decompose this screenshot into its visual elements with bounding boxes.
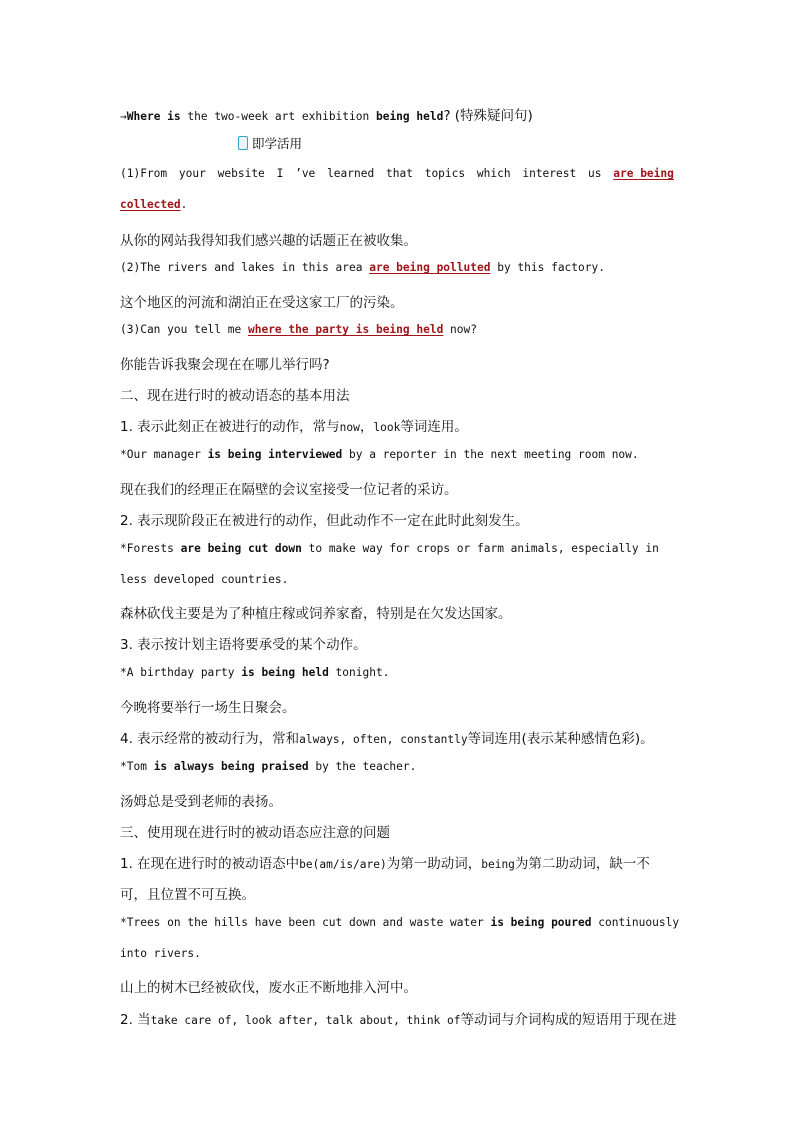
usage-4-translation: 汤姆总是受到老师的表扬。 xyxy=(120,794,282,810)
usage-2-example: *Forests are being cut down to make way for crops or farm animals, especially in xyxy=(120,542,659,555)
intro-example: →Where is the two-week art exhibition being held? (特殊疑问句) xyxy=(120,108,533,124)
usage-1-translation: 现在我们的经理正在隔壁的会议室接受一位记者的采访。 xyxy=(120,482,458,498)
point-1: 1. 在现在进行时的被动语态中be(am/is/are)为第一助动词，being为第二助动词，缺一不 xyxy=(120,856,650,872)
section-title-practice: 即学活用 xyxy=(238,134,302,152)
answer-blank: where the party is being held xyxy=(247,323,444,336)
point-1-line2: 可，且位置不可互换。 xyxy=(120,887,255,903)
exercise-3: (3)Can you tell me where the party is being held now? xyxy=(120,323,477,336)
usage-1-example: *Our manager is being interviewed by a reporter in the next meeting room now. xyxy=(120,448,639,461)
usage-2-translation: 森林砍伐主要是为了种植庄稼或饲养家畜，特别是在欠发达国家。 xyxy=(120,606,512,622)
point-1-translation: 山上的树木已经被砍伐，废水正不断地排入河中。 xyxy=(120,980,417,996)
arrow-icon: → xyxy=(120,110,127,123)
section-2-heading: 二、现在进行时的被动语态的基本用法 xyxy=(120,388,350,404)
usage-4-example: *Tom is always being praised by the teacher. xyxy=(120,760,417,773)
exercise-2: (2)The rivers and lakes in this area are being polluted by this factory. xyxy=(120,261,605,274)
exercise-1-line2: collected. xyxy=(120,198,188,211)
usage-3-example: *A birthday party is being held tonight. xyxy=(120,666,390,679)
exercise-2-translation: 这个地区的河流和湖泊正在受这家工厂的污染。 xyxy=(120,295,404,311)
usage-1: 1. 表示此刻正在被进行的动作，常与now，look等词连用。 xyxy=(120,419,468,435)
point-1-example-line2: into rivers. xyxy=(120,947,201,960)
exercise-1-translation: 从你的网站我得知我们感兴趣的话题正在被收集。 xyxy=(120,233,417,249)
usage-2: 2. 表示现阶段正在被进行的动作，但此动作不一定在此时此刻发生。 xyxy=(120,513,529,529)
section-3-heading: 三、使用现在进行时的被动语态应注意的问题 xyxy=(120,825,390,841)
exercise-3-translation: 你能告诉我聚会现在在哪儿举行吗? xyxy=(120,357,330,373)
exercise-1-line1: (1)From your website I ’ve learned that topics which interest us are being xyxy=(120,167,674,180)
usage-3-translation: 今晚将要举行一场生日聚会。 xyxy=(120,700,296,716)
book-icon xyxy=(238,136,248,150)
answer-blank: are being xyxy=(613,167,674,180)
answer-blank: collected xyxy=(120,198,181,211)
answer-blank: are being polluted xyxy=(369,261,491,274)
usage-4: 4. 表示经常的被动行为，常和always, often, constantly等词连用(表示某种感情色彩)。 xyxy=(120,731,654,747)
usage-3: 3. 表示按计划主语将要承受的某个动作。 xyxy=(120,637,367,653)
point-1-example: *Trees on the hills have been cut down and waste water is being poured continuously xyxy=(120,916,680,929)
point-2: 2. 当take care of, look after, talk about, think of等动词与介词构成的短语用于现在进 xyxy=(120,1012,677,1028)
usage-2-example-line2: less developed countries. xyxy=(120,573,289,586)
